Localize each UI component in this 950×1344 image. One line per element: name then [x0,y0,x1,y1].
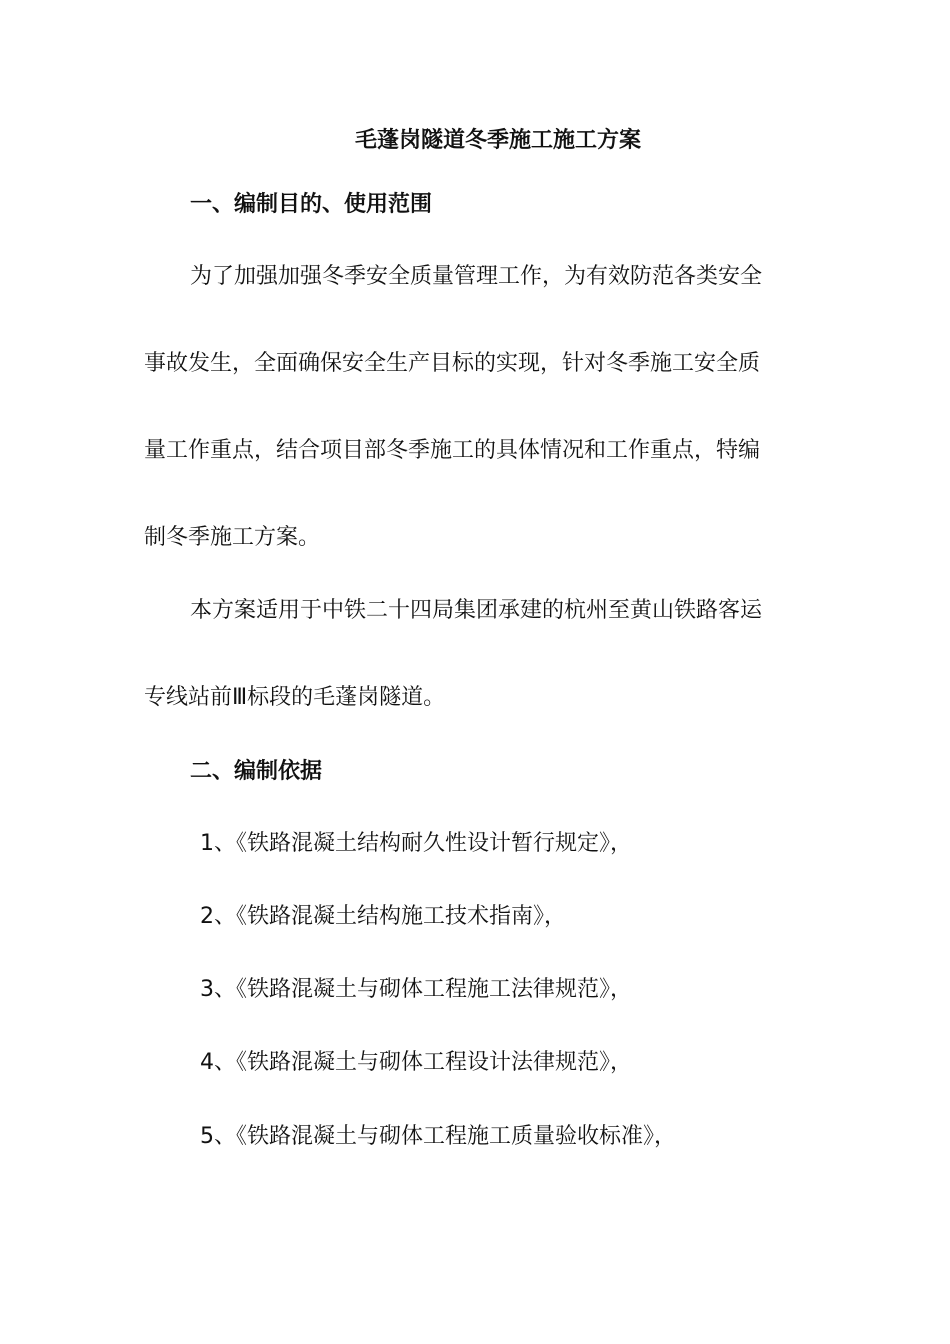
paragraph-line: 制冬季施工方案。 [144,525,321,550]
reference-list-item: 5、《铁路混凝土与砌体工程施工质量验收标准》， [200,1124,676,1149]
reference-list-item: 2、《铁路混凝土结构施工技术指南》， [200,904,566,929]
reference-list-item: 3、《铁路混凝土与砌体工程施工法律规范》， [200,977,632,1002]
paragraph-line: 事故发生，全面确保安全生产目标的实现，针对冬季施工安全质 [144,351,761,376]
paragraph-line: 本方案适用于中铁二十四局集团承建的杭州至黄山铁路客运 [190,598,763,623]
reference-list-item: 4、《铁路混凝土与砌体工程设计法律规范》， [200,1050,632,1075]
paragraph-line: 为了加强加强冬季安全质量管理工作，为有效防范各类安全 [190,264,763,289]
paragraph-line: 专线站前Ⅲ标段的毛蓬岗隧道。 [144,685,446,710]
section-heading-basis: 二、编制依据 [190,759,323,784]
section-heading-purpose-scope: 一、编制目的、使用范围 [190,192,433,217]
document-title: 毛蓬岗隧道冬季施工施工方案 [354,128,641,153]
paragraph-line: 量工作重点，结合项目部冬季施工的具体情况和工作重点，特编 [144,438,761,463]
reference-list-item: 1、《铁路混凝土结构耐久性设计暂行规定》， [200,831,632,856]
